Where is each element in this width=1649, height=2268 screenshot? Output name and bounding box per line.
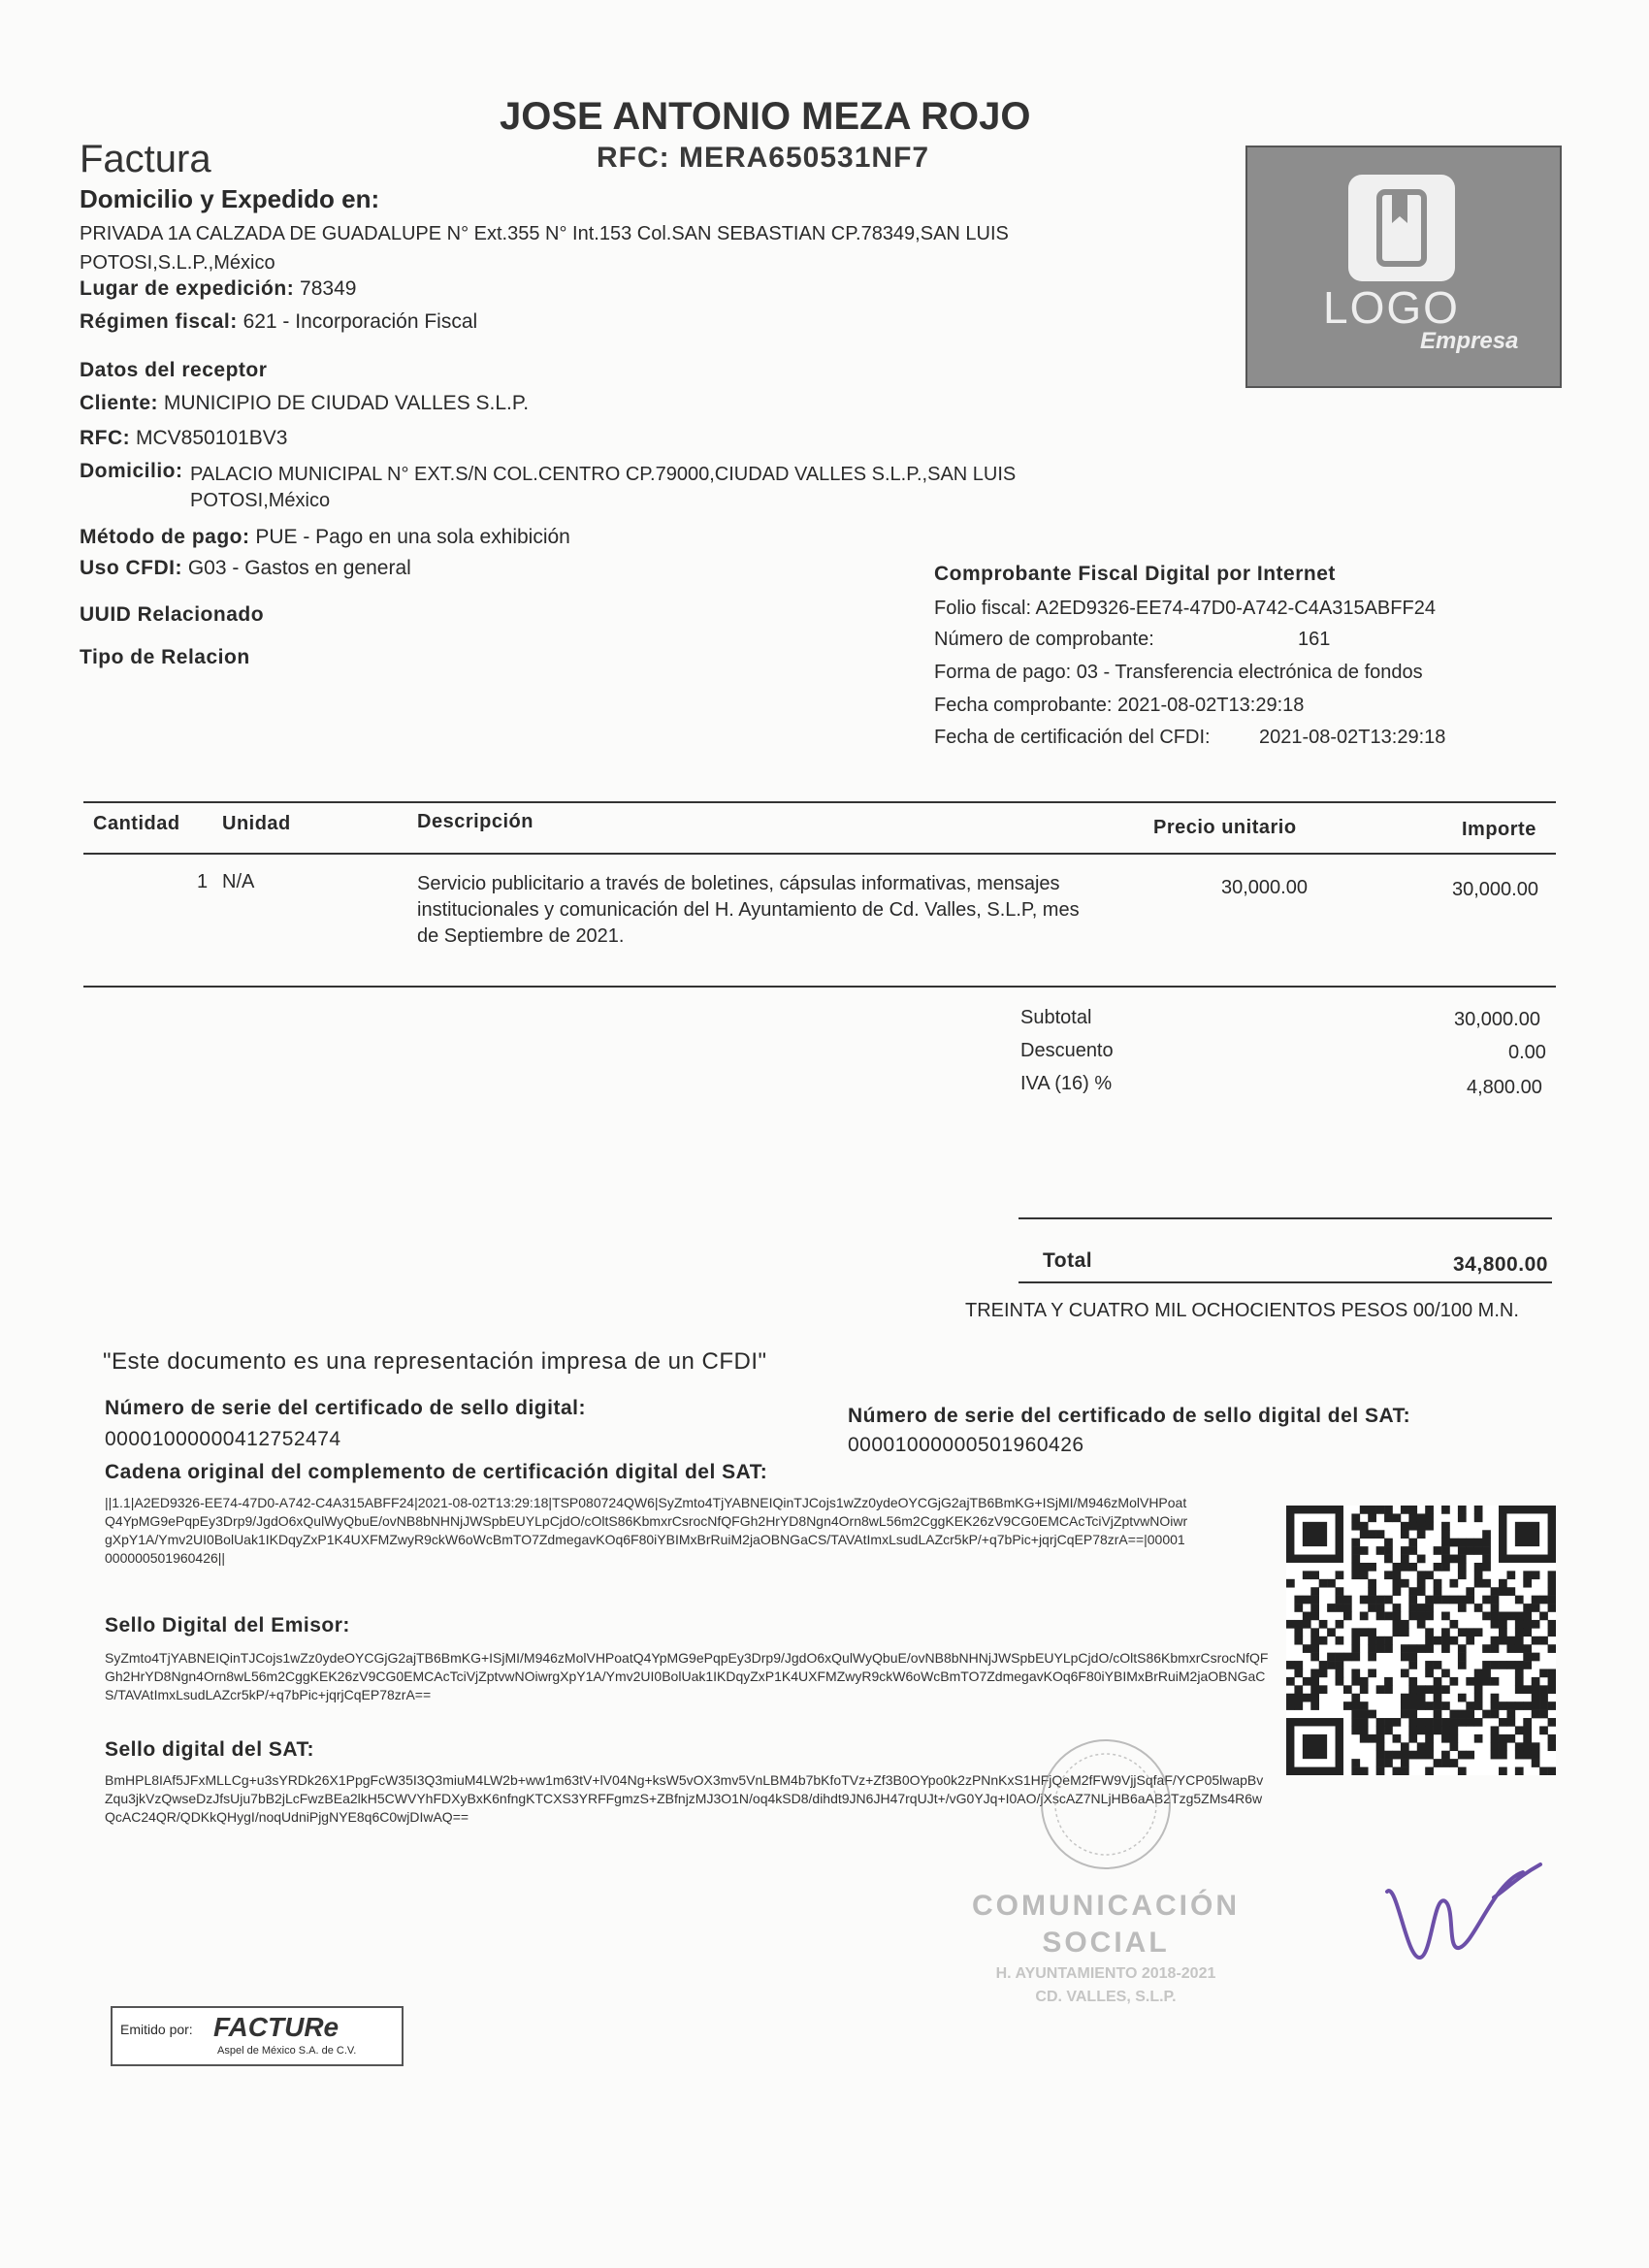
col-header-descripcion: Descripción bbox=[417, 811, 534, 832]
col-header-cantidad: Cantidad bbox=[93, 813, 180, 834]
domicilio-value: PALACIO MUNICIPAL N° EXT.S/N COL.CENTRO CP.79000,CIUDAD VALLES S.L.P.,SAN LUIS POTOSI,México bbox=[190, 464, 1017, 511]
sello-emisor-label: Sello Digital del Emisor: bbox=[105, 1614, 350, 1636]
row-precio: 30,000.00 bbox=[1221, 877, 1308, 898]
receptor-heading: Datos del receptor bbox=[80, 359, 268, 381]
table-top-rule bbox=[83, 801, 1556, 803]
regimen-fiscal bbox=[80, 310, 477, 334]
forma-pago: Forma de pago: 03 - Transferencia electrónica de fondos bbox=[934, 662, 1423, 683]
company-logo bbox=[1245, 146, 1562, 388]
emitido-por-box bbox=[111, 2006, 404, 2066]
stamp-line-2: SOCIAL bbox=[1042, 1927, 1170, 1959]
regimen-value: 621 - Incorporación Fiscal bbox=[242, 310, 478, 333]
stamp-line-1: COMUNICACIÓN bbox=[972, 1890, 1240, 1922]
domicilio-label: Domicilio: bbox=[80, 460, 183, 482]
col-header-unidad: Unidad bbox=[222, 813, 291, 834]
descuento-value: 0.00 bbox=[1508, 1042, 1546, 1063]
qr-code bbox=[1286, 1506, 1556, 1775]
cliente-row bbox=[80, 392, 529, 415]
uso-row bbox=[80, 557, 411, 580]
row-unidad: N/A bbox=[222, 871, 255, 892]
emitido-label: Emitido por: bbox=[120, 2022, 193, 2037]
bookmark-icon bbox=[1348, 175, 1455, 281]
sello-emisor-value: SyZmto4TjYABNEIQinTJCojs1wZz0ydeOYCGjG2ajTB6BmKG+ISjMI/M946zMolVHPoatQ4YpMG9ePqpEy3Drp9/JgdO6xQulWyQbuE/ovNB8bNHNjJWSpbEUYLpCjdO/cOltS86KbmxrCsrocNfQFGh2HrYD8Ngn4Orn8wL56m2CggKEK26zV9CG0EMCAcTciVjZptvwNOiwrgXpY1A/Ymv2UI0BolUak1IKDqyZxP1K4UXFMZwyR9ckW6oWcBmTO7ZdmegavKOq6F80iYBIMxBrRuiM2jaOBNGaCS/TAVAtImxLsudLAZcr5kP/+q7bPic+jqrjCqEP78zrA== bbox=[105, 1650, 1269, 1702]
row-importe: 30,000.00 bbox=[1452, 879, 1538, 900]
stamp-line-4: CD. VALLES, S.L.P. bbox=[1035, 1989, 1177, 2005]
cadena-label: Cadena original del complemento de certificación digital del SAT: bbox=[105, 1461, 768, 1483]
rfc-value: MCV850101BV3 bbox=[136, 427, 288, 449]
descuento-label: Descuento bbox=[1020, 1040, 1114, 1061]
issuer-address: PRIVADA 1A CALZADA DE GUADALUPE N° Ext.355 N° Int.153 Col.SAN SEBASTIAN CP.78349,SAN LUIS POTOSI,S.L.P.,México bbox=[80, 223, 1009, 274]
table-bottom-rule bbox=[83, 986, 1556, 988]
fecha-certificacion-value: 2021-08-02T13:29:18 bbox=[1259, 727, 1446, 748]
cadena-value: ||1.1|A2ED9326-EE74-47D0-A742-C4A315ABFF24|2021-08-02T13:29:18|TSP080724QW6|SyZmto4TjYABNEIQinTJCojs1wZz0ydeOYCGjG2ajTB6BmKG+ISjMI/M946zMolVHPoatQ4YpMG9ePqpEy3Drp9/JgdO6xQulWyQbuE/ovNB8bNHNjJWSpbEUYLpCjdO/cOltS86KbmxrCsrocNfQFGh2HrYD8Ngn4Orn8wL56m2CggKEK26zV9CG0EMCAcTciVjZptvwNOiwrgXpY1A/Ymv2UI0BolUak1IKDqyZxP1K4UXFMZwyR9ckW6oWcBmTO7ZdmegavKOq6F80iYBIMxBrRuiM2jaOBNGaCS/TAVAtImxLsudLAZcr5kP/+q7bPic+jqrjCqEP78zrA==|00001000000501960426|| bbox=[105, 1495, 1188, 1566]
cert-label: Número de serie del certificado de sello digital: bbox=[105, 1397, 586, 1419]
emitido-sub: Aspel de México S.A. de C.V. bbox=[217, 2045, 357, 2057]
cfdi-heading: Comprobante Fiscal Digital por Internet bbox=[934, 563, 1336, 585]
fecha-certificacion-label: Fecha de certificación del CFDI: bbox=[934, 727, 1211, 748]
sat-cert-label: Número de serie del certificado de sello digital del SAT: bbox=[848, 1405, 1411, 1427]
doc-type: Factura bbox=[80, 138, 211, 180]
sello-sat-value: BmHPL8IAf5JFxMLLCg+u3sYRDk26X1PpgFcW35I3Q3miuM4LW2b+ww1m63tV+lV04Ng+ksW5vOX3mv5VnLBM4b7bKfoTVz+Zf3B0OYpo0k2zPNnKxS1HFjQeM2fFW9VjjSqfaF/YCP05lwapBvZqu3jkVzQwseDzJfsUju7bB2jLcFwzBEa2lkH5CWVYhFDXyBxK6nfngKTCXS3YRFFgmzS+ZBfnjzMJ3O1N/oq4kSD8/dihdt9JN6JH47rqUJt+/vG0YJq+I0AO/jXscAZ7NLjHB6aAB2Tzg5ZMs4R6wQcAC24QR/QDKkQHygI/noqUdniPjgNYE8q6C0wjDIwAQ== bbox=[105, 1772, 1264, 1825]
total-label: Total bbox=[1043, 1249, 1093, 1272]
iva-value: 4,800.00 bbox=[1467, 1077, 1542, 1098]
iva-label: IVA (16) % bbox=[1020, 1073, 1113, 1094]
handwritten-signature bbox=[1377, 1843, 1552, 1969]
lugar-label: Lugar de expedición: bbox=[80, 277, 295, 300]
totals-rule-bottom bbox=[1018, 1281, 1552, 1283]
cliente-label: Cliente: bbox=[80, 392, 159, 414]
logo-text: LOGO bbox=[1323, 282, 1460, 333]
rfc-row bbox=[80, 427, 287, 450]
totals-rule-top bbox=[1018, 1217, 1552, 1219]
numero-comprobante-value: 161 bbox=[1298, 629, 1331, 650]
fecha-comprobante: Fecha comprobante: 2021-08-02T13:29:18 bbox=[934, 695, 1305, 716]
metodo-value: PUE - Pago en una sola exhibición bbox=[255, 526, 570, 548]
numero-comprobante-label: Número de comprobante: bbox=[934, 629, 1154, 650]
total-value: 34,800.00 bbox=[1453, 1253, 1548, 1276]
metodo-label: Método de pago: bbox=[80, 526, 250, 548]
representation-note: "Este documento es una representación impresa de un CFDI" bbox=[103, 1348, 767, 1375]
row-descripcion: Servicio publicitario a través de boletines, cápsulas informativas, mensajes institucionales y comunicación del H. Ayuntamiento de Cd. Valles, S.L.P, mes de Septiembre de 2021. bbox=[417, 873, 1080, 947]
folio-fiscal: Folio fiscal: A2ED9326-EE74-47D0-A742-C4A315ABFF24 bbox=[934, 598, 1436, 619]
regimen-label: Régimen fiscal: bbox=[80, 310, 238, 333]
cliente-value: MUNICIPIO DE CIUDAD VALLES S.L.P. bbox=[163, 392, 530, 414]
subtotal-value: 30,000.00 bbox=[1454, 1009, 1540, 1030]
row-cantidad: 1 bbox=[197, 871, 209, 892]
lugar-value: 78349 bbox=[300, 277, 357, 300]
subtotal-label: Subtotal bbox=[1020, 1007, 1092, 1028]
uuid-label: UUID Relacionado bbox=[80, 603, 265, 626]
uso-label: Uso CFDI: bbox=[80, 557, 182, 579]
sello-sat-label: Sello digital del SAT: bbox=[105, 1738, 314, 1761]
col-header-importe: Importe bbox=[1462, 819, 1536, 840]
official-stamp bbox=[960, 1727, 1251, 2018]
tipo-relacion-label: Tipo de Relacion bbox=[80, 646, 250, 668]
issuer-name: JOSE ANTONIO MEZA ROJO bbox=[500, 95, 1031, 138]
lugar-expedicion bbox=[80, 277, 356, 301]
rfc-label: RFC: bbox=[80, 427, 131, 449]
uso-value: G03 - Gastos en general bbox=[187, 557, 411, 579]
domicilio-heading: Domicilio y Expedido en: bbox=[80, 184, 380, 213]
col-header-precio: Precio unitario bbox=[1153, 817, 1297, 838]
stamp-line-3: H. AYUNTAMIENTO 2018-2021 bbox=[995, 1965, 1216, 1982]
logo-sub: Empresa bbox=[1420, 328, 1519, 354]
table-header-rule bbox=[83, 853, 1556, 855]
metodo-row bbox=[80, 526, 570, 549]
issuer-rfc: RFC: MERA650531NF7 bbox=[597, 142, 930, 174]
amount-in-words: TREINTA Y CUATRO MIL OCHOCIENTOS PESOS 00/100 M.N. bbox=[965, 1300, 1519, 1321]
sat-cert-value: 00001000000501960426 bbox=[848, 1434, 1084, 1456]
emitido-brand: FACTURe bbox=[213, 2012, 340, 2042]
cert-value: 00001000000412752474 bbox=[105, 1428, 341, 1450]
